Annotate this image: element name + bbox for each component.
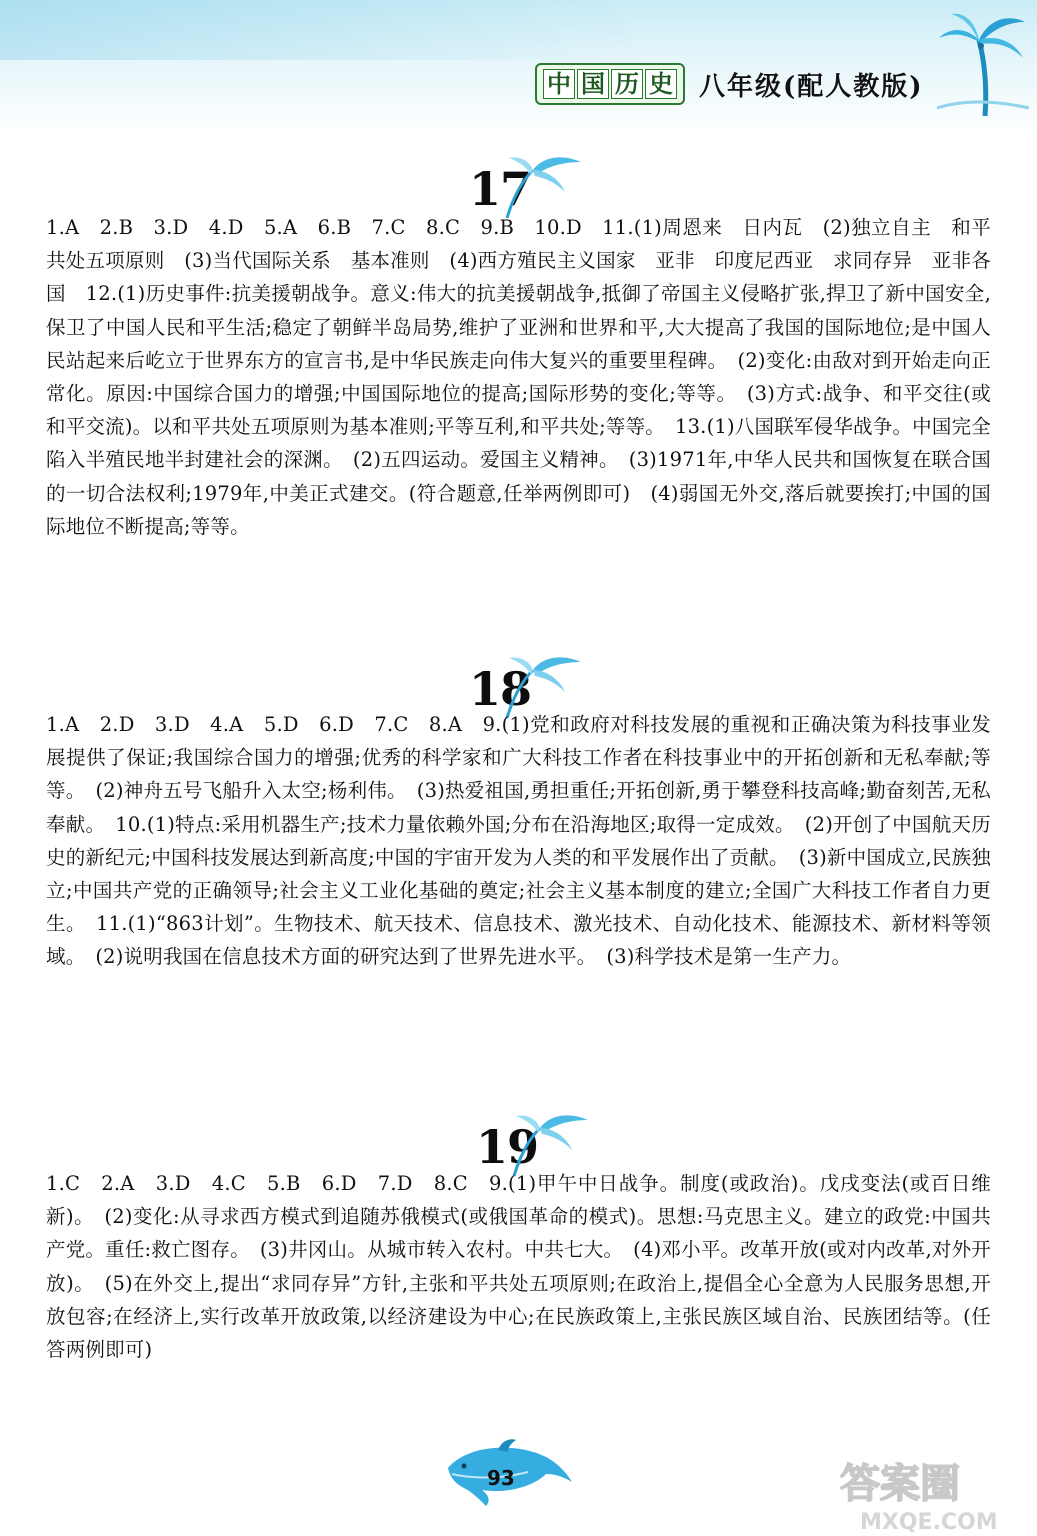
watermark-logo-text: 答案圈 xyxy=(840,1461,960,1507)
book-header xyxy=(535,62,924,106)
subject-char: 国 xyxy=(577,69,609,99)
answer-paragraph: 1.A 2.D 3.D 4.A 5.D 6.D 7.C 8.A 9.(1)党和政府对科技发展的重视和正确决策为科技事业发展提供了保证;我国综合国力的增强;优秀的科学家和广大科技工作者在科技事业中的开拓创新和无私奉献;等等。 (2)神舟五号飞船升入太空;杨利伟。 (3)热爱祖国,勇担重任;开拓创新,勇于攀登科技高峰;勤奋刻苦,无私奉献。 10.(1)特点:采用机器生产;技术力量依赖外国;分布在沿海地区;取得一定成效。 (2)开创了中国航天历史的新纪元;中国科技发展达到新高度;中国的宇宙开发为人类的和平发展作出了贡献。 (3)新中国成立,民族独立;中国共产党的正确领导;社会主义工业化基础的奠定;社会主义基本制度的建立;全国广大科技工作者自力更生。 11.(1)“863计划”。生物技术、航天技术、信息技术、激光技术、自动化技术、能源技术、新材料等领域。 (2)说明我国在信息技术方面的研究达到了世界先进水平。 (3)科学技术是第一生产力。 xyxy=(46,713,991,969)
subject-char: 史 xyxy=(645,69,677,99)
page-number: 93 xyxy=(487,1466,515,1490)
site-watermark xyxy=(830,1455,1030,1535)
section-number: 18 xyxy=(469,662,532,716)
answer-paragraph: 1.A 2.B 3.D 4.D 5.A 6.B 7.C 8.C 9.B 10.D 11.(1)周恩来 日内瓦 (2)独立自主 和平共处五项原则 (3)当代国际关系 基本准则 (4)西方殖民主义国家 亚非 印度尼西亚 求同存异 亚非各国 12.(1)历史事件:抗美援朝战争。意义:伟大的抗美援朝战争,抵御了帝国主义侵略扩张,捍卫了新中国安全,保卫了中国人民和平生活;稳定了朝鲜半岛局势,维护了亚洲和世界和平,大大提高了我国的国际地位;是中国人民站起来后屹立于世界东方的宣言书,是中华民族走向伟大复兴的重要里程碑。 (2)变化:由敌对到开始走向正常化。原因:中国综合国力的增强;中国国际地位的提高;国际形势的变化;等等。 (3)方式:战争、和平交往(或和平交流)。以和平共处五项原则为基本准则;平等互利,和平共处;等等。 13.(1)八国联军侵华战争。中国完全陷入半殖民地半封建社会的深渊。 (2)五四运动。爱国主义精神。 (3)1971年,中华人民共和国恢复在联合国的一切合法权利;1979年,中美正式建交。(符合题意,任举两例即可) (4)弱国无外交,落后就要挨打;中国的国际地位不断提高;等等。 xyxy=(46,216,991,538)
section-number: 17 xyxy=(469,162,532,216)
subject-char: 中 xyxy=(543,69,575,99)
subject-title xyxy=(535,63,685,105)
section-number: 19 xyxy=(476,1120,539,1174)
watermark-url: MXQE.COM xyxy=(860,1510,998,1535)
palm-tree-icon xyxy=(935,8,1030,118)
answer-paragraph: 1.C 2.A 3.D 4.C 5.B 6.D 7.D 8.C 9.(1)甲午中日战争。制度(或政治)。戊戌变法(或百日维新)。 (2)变化:从寻求西方模式到追随苏俄模式(或俄国革命的模式)。思想:马克思主义。建立的政党:中国共产党。重任:救亡图存。 (3)井冈山。从城市转入农村。中共七大。 (4)邓小平。改革开放(或对内改革,对外开放)。 (5)在外交上,提出“求同存异”方针,主张和平共处五项原则;在政治上,提倡全心全意为人民服务思想,开放包容;在经济上,实行改革开放政策,以经济建设为中心;在民族政策上,主张民族区域自治、民族团结等。(任答两例即可) xyxy=(46,1172,991,1362)
subject-char: 历 xyxy=(611,69,643,99)
grade-edition: 八年级(配人教版) xyxy=(699,71,924,102)
